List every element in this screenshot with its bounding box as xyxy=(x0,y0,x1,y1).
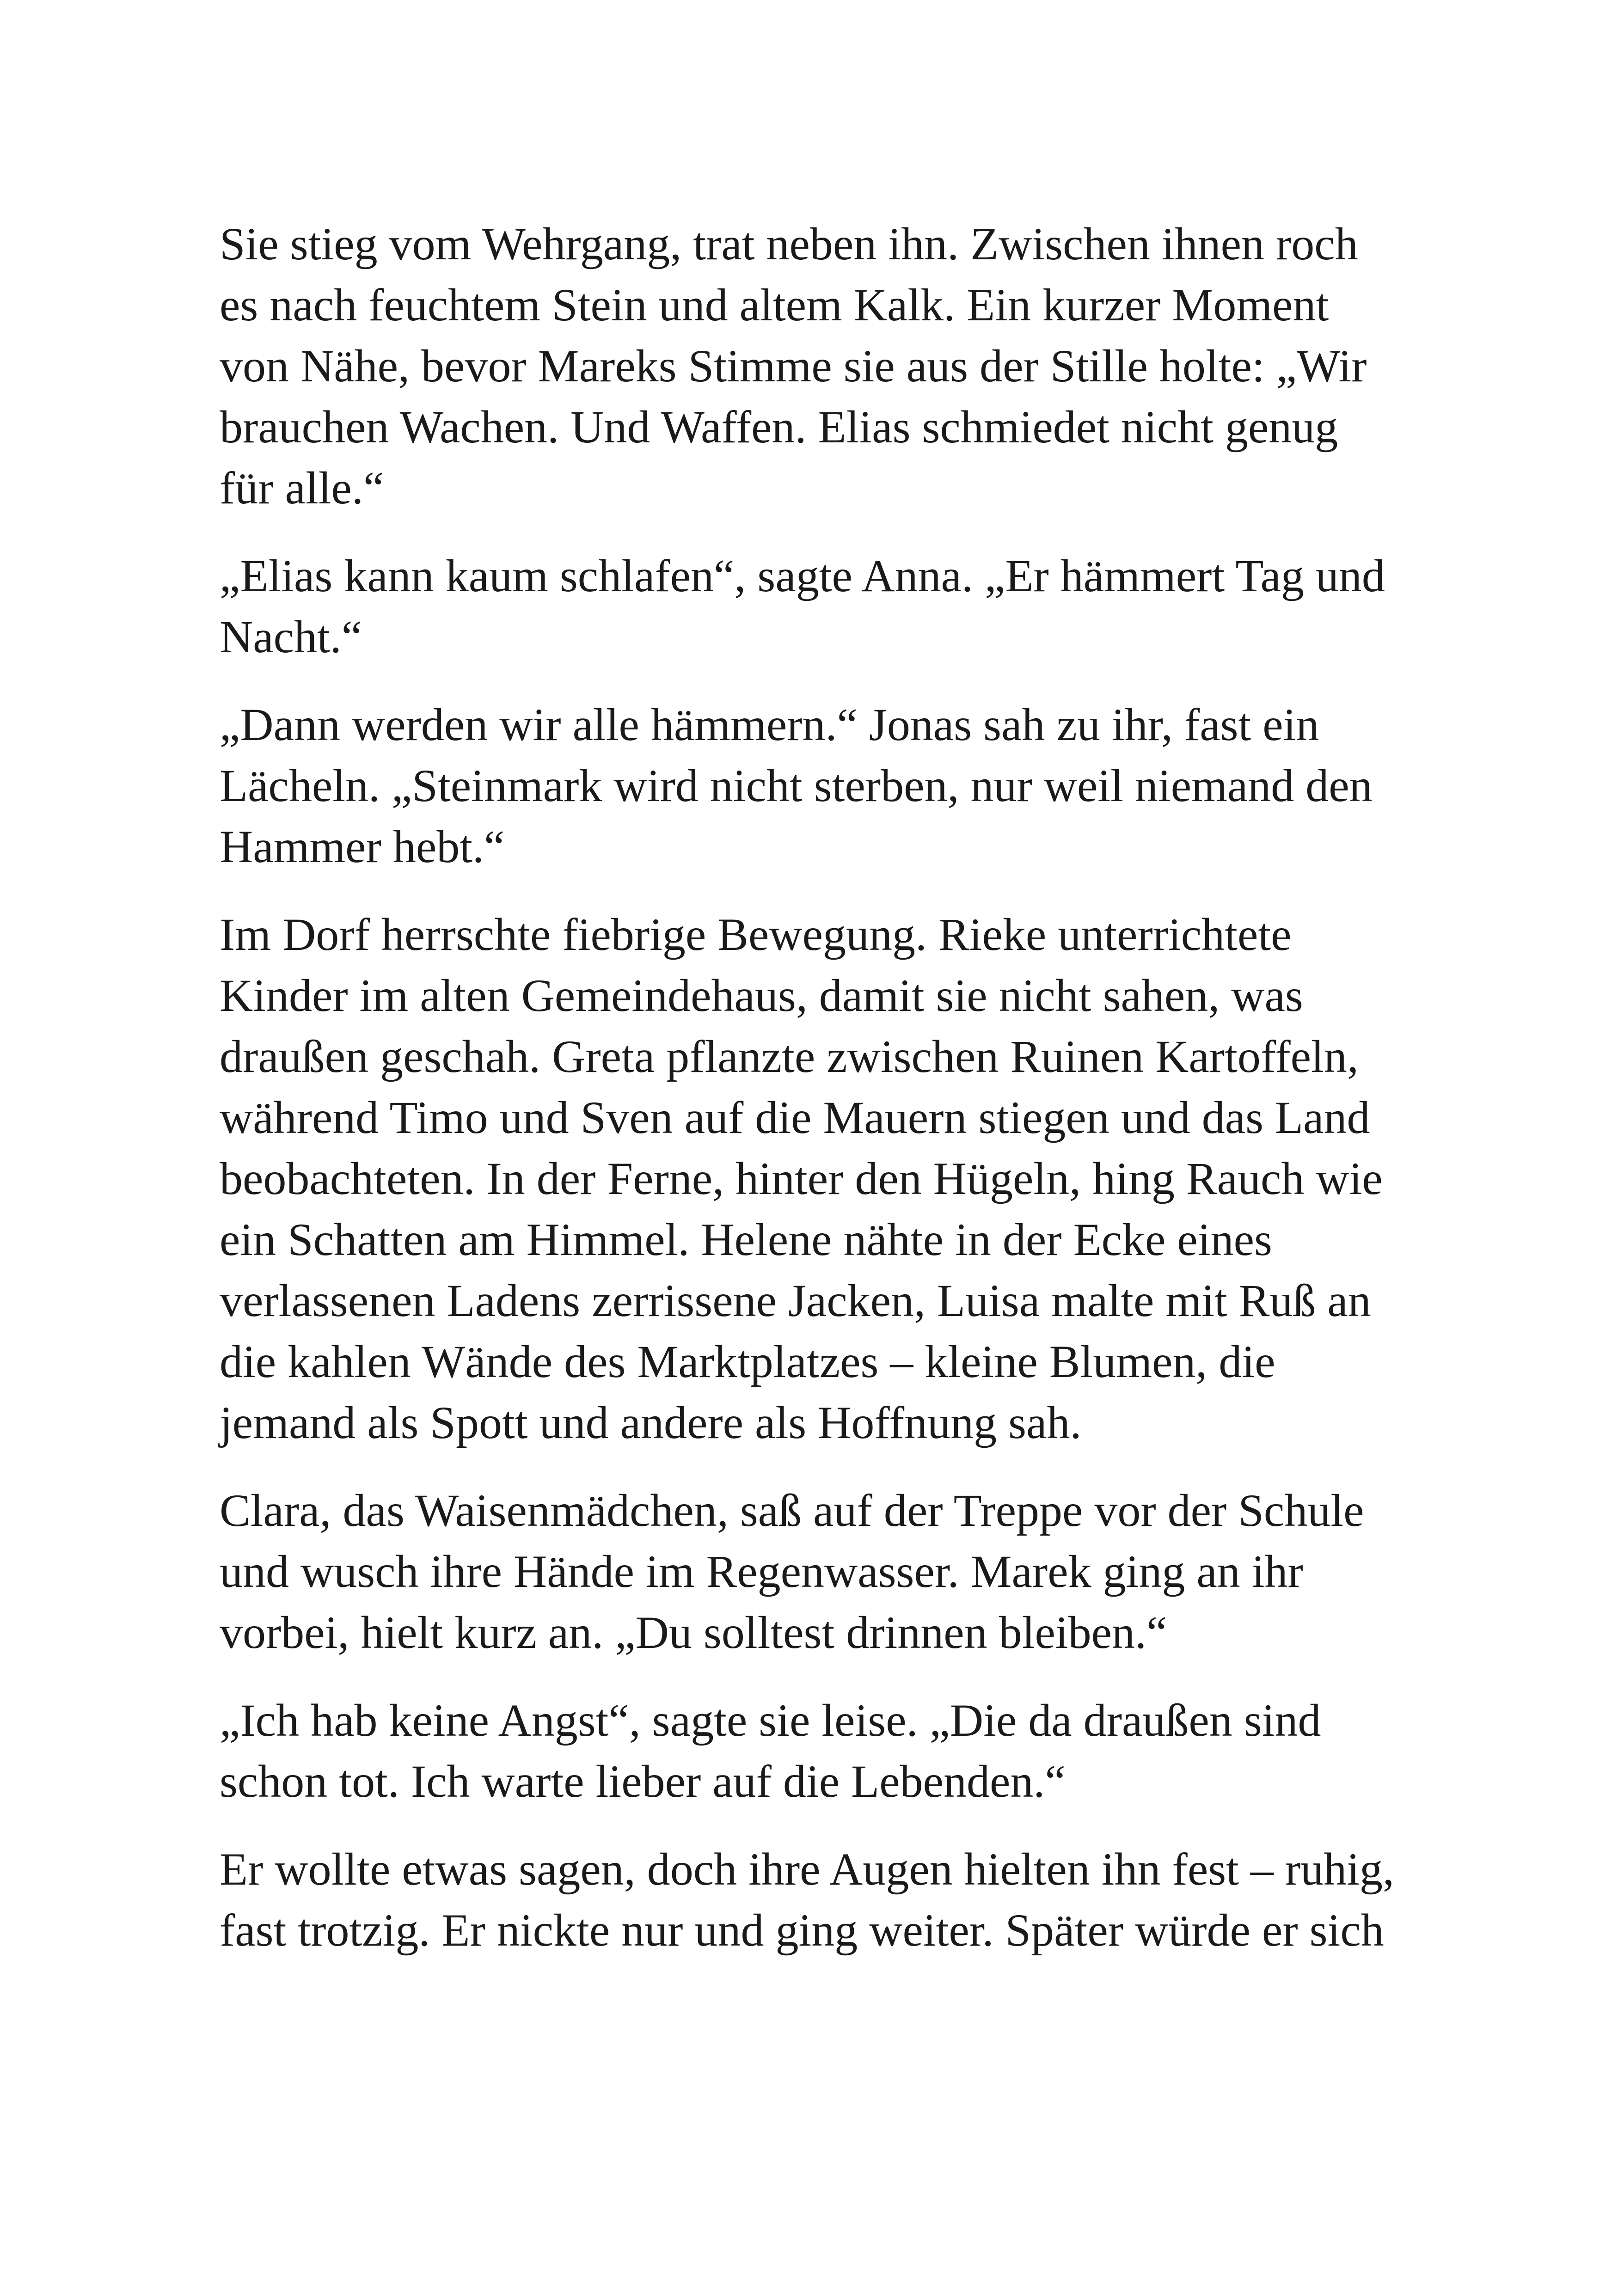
text-body xyxy=(220,214,1426,1988)
paragraph-5 xyxy=(220,1480,1426,1663)
text-line: Er wollte etwas sagen, doch ihre Augen hielten ihn fest – ruhig, xyxy=(220,1843,1395,1895)
paragraph-2 xyxy=(220,545,1426,667)
text-line: für alle.“ xyxy=(220,462,384,514)
text-line: Nacht.“ xyxy=(220,611,362,662)
text-line: draußen geschah. Greta pflanzte zwischen Ruinen Kartoffeln, xyxy=(220,1031,1359,1082)
text-line: schon tot. Ich warte lieber auf die Lebenden.“ xyxy=(220,1756,1066,1807)
text-line: verlassenen Ladens zerrissene Jacken, Luisa malte mit Ruß an xyxy=(220,1275,1371,1326)
text-line: jemand als Spott und andere als Hoffnung sah. xyxy=(220,1397,1082,1448)
paragraph-1 xyxy=(220,214,1426,519)
paragraph-7 xyxy=(220,1839,1426,1961)
text-line: fast trotzig. Er nickte nur und ging weiter. Später würde er sich xyxy=(220,1904,1384,1956)
text-line: und wusch ihre Hände im Regenwasser. Marek ging an ihr xyxy=(220,1546,1303,1597)
text-line: die kahlen Wände des Marktplatzes – kleine Blumen, die xyxy=(220,1336,1275,1387)
text-line: während Timo und Sven auf die Mauern stiegen und das Land xyxy=(220,1092,1370,1143)
text-line: es nach feuchtem Stein und altem Kalk. Ein kurzer Moment xyxy=(220,279,1329,331)
text-line: „Elias kann kaum schlafen“, sagte Anna. „Er hämmert Tag und xyxy=(220,550,1385,601)
paragraph-4 xyxy=(220,904,1426,1453)
text-line: Hammer hebt.“ xyxy=(220,821,505,872)
text-line: Lächeln. „Steinmark wird nicht sterben, nur weil niemand den xyxy=(220,760,1373,811)
text-line: „Ich hab keine Angst“, sagte sie leise. „Die da draußen sind xyxy=(220,1695,1321,1746)
text-line: beobachteten. In der Ferne, hinter den Hügeln, hing Rauch wie xyxy=(220,1153,1383,1204)
paragraph-3 xyxy=(220,694,1426,877)
paragraph-6 xyxy=(220,1690,1426,1812)
text-line: Clara, das Waisenmädchen, saß auf der Treppe vor der Schule xyxy=(220,1485,1364,1536)
text-line: von Nähe, bevor Mareks Stimme sie aus der Stille holte: „Wir xyxy=(220,340,1367,392)
text-line: Kinder im alten Gemeindehaus, damit sie nicht sahen, was xyxy=(220,970,1303,1021)
text-line: ein Schatten am Himmel. Helene nähte in der Ecke eines xyxy=(220,1214,1272,1265)
text-line: brauchen Wachen. Und Waffen. Elias schmiedet nicht genug xyxy=(220,401,1338,453)
text-line: vorbei, hielt kurz an. „Du solltest drinnen bleiben.“ xyxy=(220,1607,1167,1658)
text-line: Sie stieg vom Wehrgang, trat neben ihn. Zwischen ihnen roch xyxy=(220,218,1358,269)
text-line: „Dann werden wir alle hämmern.“ Jonas sah zu ihr, fast ein xyxy=(220,699,1319,750)
text-line: Im Dorf herrschte fiebrige Bewegung. Rieke unterrichtete xyxy=(220,909,1292,960)
